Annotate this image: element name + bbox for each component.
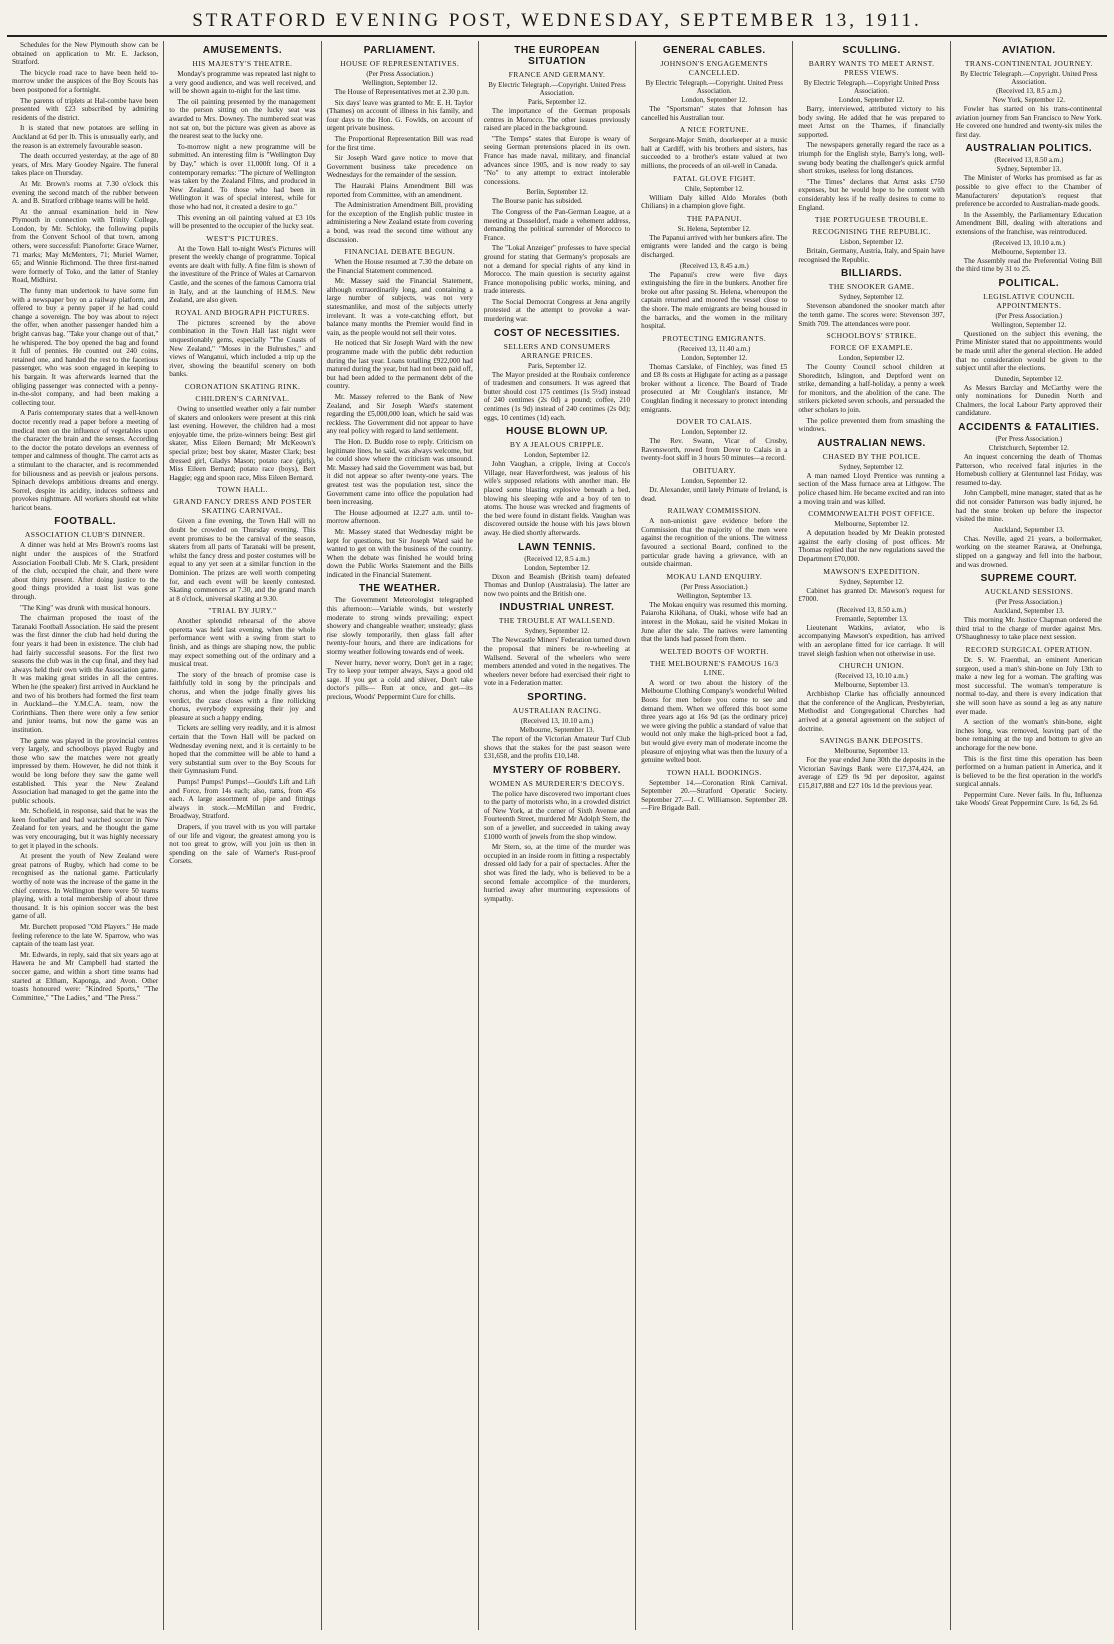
paragraph: This evening an oil painting valued at £3 10s will be presented to the occupier of the lucky seat. bbox=[169, 213, 316, 231]
paragraph: The police prevented them from smashing the windows. bbox=[798, 416, 945, 434]
paragraph: The death occurred yesterday, at the age of 80 years, of Mrs. Mary Goodey Ngaire. The funeral takes place on Thursday. bbox=[12, 152, 159, 178]
paragraph: At present the youth of New Zealand were great patrons of Rugby, which had come to be recognised as the national game. Particularly worthy of note was the increase of the game in the chief centres. In Wellington there were 50 teams playing, with a total membership of about three thousand. It is his opinion soccer was the best game of all. bbox=[12, 852, 159, 921]
dateline: New York, September 12. bbox=[992, 96, 1065, 104]
paragraph: Sergeant-Major Smith, doorkeeper at a music hall at Cardiff, with his brothers and sisters, has succeeded to a brother's estate valued at two millions, the proceeds of an oil-well in Canada. bbox=[641, 136, 788, 170]
paragraph: A dinner was held at Mrs Brown's rooms last night under the auspices of the Stratford Association Football Club. Mr S. Clark, president of the club, occupied the chair, and there were about thirty present. After doing justice to the good things provided a toast list was gone through. bbox=[12, 541, 159, 602]
paragraph: The Hauraki Plains Amendment Bill was reported from Committee, with an amendment. bbox=[326, 181, 473, 199]
paragraph: A word or two about the history of the Melbourne Clothing Company's wonderful Welted Boots for men before you come to see and demand them. When we offered this boot some three years ago at 16s 9d (as the ordinary price) we were giving the public a standard of value that would not only make the high-priced boot a fad, but would give every man of moderate income the pleasure of enjoying what was then the luxury of a genuine welted boot. bbox=[641, 678, 788, 765]
paragraph: The Mokau enquiry was resumed this morning. Paiaroha Kikihana, of Otaki, whose wife had an interest in the Mokau, said he visited Mokau in June after the sale. The natives were lamenting that the lands had passed from them. bbox=[641, 600, 788, 644]
subheading: WOMEN AS MURDERER'S DECOYS. bbox=[489, 778, 625, 788]
column-3 bbox=[322, 41, 479, 1630]
dateline: Sydney, September 13. bbox=[996, 165, 1062, 174]
paragraph: September 14.—Coronation Rink Carnival. September 20.—Stratford Operatic Society. September 27.—J. C. Williamson. September 28.—Fire Brigade Ball. bbox=[641, 778, 788, 813]
paragraph: The parents of triplets at Hal-combe have been presented with £23 subscribed by admiring residents of the district. bbox=[12, 96, 159, 122]
paragraph: The funny man undertook to have some fun with a newspaper boy on a railway platform, and offered to buy a penny paper if he had could change a sovereign. The boy was about to reject the offer, when another passenger handed him a bright canvas bag. "Take your change out of that," he whispered. The boy opened the bag and found it full of pennies. He counted out 240 coins, retained one, and handed the rest to the facetious passenger, who was soon engaged in keeping to his bargain. It was afterwards learned that the obliging passenger was connected with a penny-in-the-slot company, and had been making a collecting tour. bbox=[12, 287, 159, 407]
subheading: SCHOOLBOYS' STRIKE. bbox=[826, 331, 917, 341]
paragraph: Stevenson abandoned the snooker match after the tenth game. The scores were: Stevenson 397, Smith 709. The attendances were poor. bbox=[798, 302, 945, 328]
paragraph: The House of Representatives met at 2.30 p.m. bbox=[334, 88, 470, 96]
dateline: London, September 12. bbox=[838, 96, 905, 104]
paragraph: The chairman proposed the toast of the Taranaki Football Association. He said the present was the first dinner the club had held during the four years it had been in existence. The club had had fairly successful seasons. For the first two seasons the club was in the cup final, and they had always held their own with the Association game. It was making great strides in all the centres. When he (the speaker) first arrived in Auckland he and two of his brothers had formed the first team in Auckland—the Y.M.C.A. team, now the Corinthians. Then there were only a few senior and junior teams, but now the game was an institution. bbox=[12, 614, 159, 734]
dateline: Melbourne, September 13. bbox=[991, 247, 1067, 256]
column-1 bbox=[7, 41, 164, 1630]
dateline: Lisbon, September 12. bbox=[839, 238, 904, 247]
subheading: HOUSE OF REPRESENTATIVES. bbox=[340, 59, 460, 68]
paragraph: The Hon. D. Buddo rose to reply. Criticism on legitimate lines, he said, was always welcome, but he could show where the criticism was unsound. Mr. Massey had said the Government was bad, but it did not appear so after twenty-one years. The greatest test was the population test, since the Government came into office the population had been increasing. bbox=[326, 437, 473, 507]
subheading: MAWSON'S EXPEDITION. bbox=[823, 566, 920, 576]
subheading: PROTECTING EMIGRANTS. bbox=[662, 333, 767, 343]
dateline: By Electric Telegraph.—Copyright. United Press Association. bbox=[645, 79, 783, 95]
subheading: CHASED BY THE POLICE. bbox=[822, 451, 921, 461]
paragraph: Dr. Alexander, until lately Primate of Ireland, is dead. bbox=[641, 486, 788, 503]
subheading: AUCKLAND SESSIONS. bbox=[984, 587, 1074, 597]
paragraph: Britain, Germany, Austria, Italy, and Spain have recognised the Republic. bbox=[798, 247, 945, 264]
section-heading: SCULLING. bbox=[842, 45, 901, 56]
paragraph: John Vaughan, a cripple, living at Cocco's Village, near Haverfordwest, was jealous of his wife's supposed relations with another man. He placed some blasting explosive beneath a bed, blowing his sleeping wife and a boy of ten to atoms. The house was wrecked and fragments of the bed were found in distant fields. Vaughan was discovered outside the house with his jaws blown away. He died shortly afterwards. bbox=[483, 460, 631, 537]
subheading: FINANCIAL DEBATE BEGUN. bbox=[344, 247, 456, 257]
subheading: FORCE OF EXAMPLE. bbox=[830, 343, 913, 353]
paragraph: Six days' leave was granted to Mr. E. H. Taylor (Thames) on account of illness in his family, and four days to the Hon. G. Fowlds, on account of urgent private business. bbox=[326, 98, 473, 133]
section-heading: BILLIARDS. bbox=[840, 268, 903, 280]
paragraph: "The King" was drunk with musical honours. bbox=[20, 603, 151, 612]
paragraph: The Mayor presided at the Roubaix conference of tradesmen and consumers. It was agreed that butter should cost 175 centimes (1s 5½d) instead of 240 centimes (2s 0d) a pound; coffee, 210 centimes (1s 9d) instead of 240 centimes (2s 0d); eggs, 10 centimes (1d) each. bbox=[483, 370, 631, 422]
paragraph: Another splendid rehearsal of the above operetta was held last evening, when the whole performance went with a swing from start to finish, and as things are shaping now, the public may expect something out of the ordinary and a musical treat. bbox=[169, 617, 316, 669]
dateline: By Electric Telegraph.—Copyright. United Press Association. bbox=[488, 81, 626, 97]
paragraph: Mr. Massey stated that Wednesday might be kept for questions, but Sir Joseph Ward said he wanted to get on with the business of the country. When the debate was finished he would bring down the Public Works Statement and the Bills indicated in the Financial Statement. bbox=[326, 527, 473, 579]
section-heading: LAWN TENNIS. bbox=[518, 541, 596, 553]
section-heading: MYSTERY OF ROBBERY. bbox=[492, 764, 621, 776]
columns bbox=[7, 41, 1107, 1630]
dateline: Sydney, September 12. bbox=[839, 293, 904, 302]
paragraph: The game was played in the provincial centres very largely, and schoolboys played Rugby and those who saw the matches were not greatly impressed by them. However, he did not think it would be long before they saw the game well established. This year the New Zealand Association had managed to get the game into the public schools. bbox=[12, 736, 159, 805]
paragraph: At Mr. Brown's rooms at 7.30 o'clock this evening the second match of the rubber between A. and B. Stratford cribbage teams will be held. bbox=[12, 179, 159, 206]
section-heading: HOUSE BLOWN UP. bbox=[506, 426, 608, 438]
subheading: FATAL GLOVE FIGHT. bbox=[672, 173, 756, 183]
section-heading: THE WEATHER. bbox=[359, 583, 441, 595]
paragraph: In the Assembly, the Parliamentary Education Amendment Bill, dealing with alterations and extensions of the franchise, was reintroduced. bbox=[955, 210, 1102, 236]
paragraph: The report of the Victorian Amateur Turf Club shows that the stakes for the past season were £31,658, and the profits £10,148. bbox=[483, 734, 631, 761]
paragraph: This morning Mr. Justice Chapman ordered the third trial to the charge of murder against Mrs. O'Shaughnessy to take place next session. bbox=[955, 616, 1102, 642]
subheading: RAILWAY COMMISSION. bbox=[667, 506, 761, 516]
dateline: Melbourne, September 13. bbox=[519, 725, 595, 734]
dateline: (Per Press Association.) bbox=[995, 435, 1063, 444]
dateline: (Per Press Association.) bbox=[995, 598, 1063, 607]
subheading: ROYAL AND BIOGRAPH PICTURES. bbox=[175, 307, 310, 317]
dateline: Melbourne, September 13. bbox=[834, 747, 909, 756]
paragraph: The Congress of the Pan-German League, at a meeting at Dusseldorf, made a vehement address, demanding the political surrender of Morocco to France. bbox=[483, 207, 631, 242]
subheading: TOWN HALL. bbox=[217, 485, 268, 495]
dateline: (Per Press Association.) bbox=[366, 70, 434, 78]
subheading: COMMONWEALTH POST OFFICE. bbox=[808, 509, 935, 519]
section-heading: SUPREME COURT. bbox=[980, 573, 1078, 585]
dateline: Sydney, September 12. bbox=[839, 577, 904, 586]
dateline: By Electric Telegraph.—Copyright. United Press Association. bbox=[960, 70, 1098, 86]
section-heading: COST OF NECESSITIES. bbox=[493, 327, 621, 339]
paragraph: It is stated that new potatoes are selling in Auckland at 6d per lb. This is unusually early, and the reason is an extremely favourable season. bbox=[12, 124, 159, 150]
column-2 bbox=[164, 41, 321, 1630]
dateline: Sydney, September 12. bbox=[524, 627, 590, 636]
paragraph: The Rev. Swann, Vicar of Crosby, Ravensworth, rowed from Dover to Calais in a twenty-foot skiff in 3 hours 50 minutes—a record. bbox=[641, 437, 788, 463]
paragraph: The Assembly read the Preferential Voting Bill the third time by 31 to 25. bbox=[955, 256, 1102, 274]
paragraph: Tickets are selling very readily, and it is almost certain that the Town Hall will be packed on Wednesday evening next, and it is certainly to be hoped that the committee will be able to hand a very substantial sum over to the Boy Scouts for their Gymnasium Fund. bbox=[169, 724, 316, 776]
paragraph: William Daly killed Aldo Morales (both Chilians) in a champion glove fight. bbox=[641, 193, 788, 211]
paragraph: "The Times" declares that Arnst asks £750 expenses, but he would hope to be content with considerably less if he really desires to come to England. bbox=[798, 177, 945, 212]
paragraph: This is the first time this operation has been performed on a human patient in America, and it is believed to be the first operation in the world's surgical annals. bbox=[955, 754, 1102, 789]
section-heading: THE EUROPEAN SITUATION bbox=[514, 45, 600, 67]
column-6 bbox=[793, 41, 950, 1630]
subheading: JOHNSON'S ENGAGEMENTS CANCELLED. bbox=[660, 59, 768, 77]
paragraph: Questioned on the subject this evening, the Prime Minister stated that no appointments would be made until after the general election. He added that no consideration would be given to the subject until after the elections. bbox=[955, 329, 1102, 373]
subheading: THE PAPANUI. bbox=[686, 213, 742, 223]
subheading: GRAND FANCY DRESS AND POSTER SKATING CARNIVAL. bbox=[173, 497, 312, 516]
section-heading: ACCIDENTS & FATALITIES. bbox=[958, 422, 1100, 434]
paragraph: Mr. Burchett proposed "Old Players." He made feeling reference to the late W. Sparrow, who was captain of the team last year. bbox=[12, 923, 159, 949]
dateline: Melbourne, September 12. bbox=[834, 520, 909, 529]
paragraph: The Bourse panic has subsided. bbox=[491, 197, 583, 206]
paragraph: The newspapers generally regard the race as a triumph for the English style, Barry's long, well-swung body beating the challenger's quick armful short strokes, useless for long distances. bbox=[798, 141, 945, 176]
dateline: London, September 12. bbox=[681, 96, 748, 104]
paragraph: Never hurry, never worry, Don't get in a rage; Try to keep your temper always, Says a good old sage. If you get a cold and shiver, Don't take doctor's pills— Run at once, and get—its precious, Woods' Peppermint Cure for chills. bbox=[326, 658, 473, 701]
dateline: Melbourne, September 13. bbox=[834, 681, 909, 690]
paragraph: The Newcastle Miners' Federation turned down the proposal that miners be re-wheeling at Wallsend. Several of the wheelers who were members attended and voted in the negatives. The wheelers never before had exercised their right to vote in a Federation matter. bbox=[483, 636, 631, 688]
paragraph: The Papanui's crew were five days extinguishing the fire in the bunkers. Another fire broke out after passing St. Helena, whereupon the captain returned and moored the vessel close to the shore. The male emigrants are being housed in the barracks, and the women in the military hospital. bbox=[641, 270, 788, 331]
dateline: (Received 13, 8.50 a.m.) bbox=[994, 156, 1064, 165]
dateline: London, September 12. bbox=[681, 477, 748, 486]
paragraph: The "Lokal Anzeiger" professes to have special ground for stating that Germany's proposals are not a demand for special rights of any kind in Morocco. The main question is security against France monopolising public works, mining, and trade interests. bbox=[483, 244, 631, 296]
subheading: THE SNOOKER GAME. bbox=[828, 282, 915, 292]
section-heading: PARLIAMENT. bbox=[363, 45, 436, 56]
section-heading: AMUSEMENTS. bbox=[202, 45, 283, 56]
paragraph: Thomas Carslake, of Finchley, was fined £5 and £8 8s costs at Highgate for acting as a passage broker without a licence. The Board of Trade prosecuted at Mr Coughlan's instance, Mr Coughlan finding it necessary to protect intending emigrants. bbox=[641, 362, 788, 414]
subheading: THE TROUBLE AT WALLSEND. bbox=[498, 616, 616, 626]
subheading: BY A JEALOUS CRIPPLE. bbox=[509, 440, 605, 450]
paragraph: Pumps! Pumps! Pumps!—Gould's Lift and Lift and Force, from 14s each; also, rams, from 45s each. A large assortment of pipe and fittings always in stock.—McMillan and Fredric, Broadway, Stratford. bbox=[169, 777, 316, 821]
paragraph: Archbishop Clarke has officially announced that the conference of the Anglican, Presbyterian, Methodist and Congregational Churches had arrived at a general agreement on the subject of doctrine. bbox=[798, 690, 945, 733]
subheading: LEGISLATIVE COUNCIL APPOINTMENTS. bbox=[983, 291, 1075, 310]
paragraph: "The Temps" states that Europe is weary of seeing German pretensions placed in its own. France has made naval, military, and financial advances since 1905, and is now ready to say "No" to any attempt to extract intolerable concessions. bbox=[483, 134, 631, 186]
dateline: (Per Press Association.) bbox=[995, 311, 1063, 320]
paragraph: John Campbell, mine manager, stated that as he did not consider Patterson was badly injured, he had the stone broken up before the inspector visited the mine. bbox=[955, 489, 1102, 524]
dateline: (Received 13, 10.10 a.m.) bbox=[835, 672, 908, 681]
paragraph: Mr. Edwards, in reply, said that six years ago at Hawera he and Mr Campbell had started the soccer game, and within a short time teams had started at Eltham, Kaponga, and Avon. Other toasts honoured were: "Kindred Sports," "The Committee," "The Ladies," and "The Press." bbox=[12, 950, 159, 1002]
paragraph: The Administration Amendment Bill, providing for the exception of the English public trustee in administering a New Zealand estate from covering a bond, was read the second time without any discussion. bbox=[326, 201, 473, 244]
dateline: London, September 12. bbox=[681, 428, 748, 437]
paragraph: At the annual examination held in New Plymouth in connection with Trinity College, London, by Mr. Schloky, the following pupils from the Convent School of that town, among others, were successful: Pianoforte: Grace Warner, 71 marks; May McMenters, 71; Muriel Warner, 65; and Winnie Richmond. The three first-named were formerly of Toko, and the latter of Stanley Road, Midhirst. bbox=[12, 207, 159, 285]
subheading: WEST'S PICTURES. bbox=[206, 233, 279, 243]
subheading: THE PORTUGUESE TROUBLE. bbox=[814, 215, 929, 225]
paragraph: The importance of the German proposals centres in Morocco. The other issues previously raised are placed in the background. bbox=[483, 107, 631, 133]
paragraph: Sir Joseph Ward gave notice to move that Government business take precedence on Wednesdays for the remainder of the session. bbox=[326, 154, 473, 180]
dateline: (Per Press Association.) bbox=[680, 582, 748, 591]
paragraph: The Papanui arrived with her bunkers afire. The emigrants were landed and the cargo is being discharged. bbox=[641, 233, 788, 259]
paragraph: The police have discovered two important clues to the party of motorists who, in a crowded district of New York, at the corner of Sixth Avenue and Fourteenth Street, murdered Mr Adolph Stern, the son of a jeweller, and succeeded in taking away £1000 worth of jewels from the shop window. bbox=[483, 789, 631, 841]
dateline: (Received 13, 10.10 a.m.) bbox=[992, 238, 1066, 247]
paragraph: At the Town Hall to-night West's Pictures will present the weekly change of programme. Topical events are dealt with fully. A fine film is shown of the investiture of the Prince of Wales at Carnarvon Castle, and the scenes of the famous Camorra trial in Italy, and at the launching of H.M.S. New Zealand, are also given. bbox=[169, 244, 316, 305]
paragraph: Fowler has started on his trans-continental aviation journey from San Francisco to New York. He covered one hundred and twenty-six miles the first day. bbox=[955, 105, 1102, 139]
subheading: DOVER TO CALAIS. bbox=[676, 417, 753, 427]
section-heading: POLITICAL. bbox=[998, 277, 1060, 289]
paragraph: Mr. Massey referred to the Bank of New Zealand, and Sir Joseph Ward's statement regarding the £5,000,000 loan, which he said was reckless. The Government did not appear to have any real policy with regard to land settlement. bbox=[326, 393, 473, 436]
subheading: RECOGNISING THE REPUBLIC. bbox=[812, 227, 931, 237]
paragraph: A deputation headed by Mr Deakin protested against the early closing of post offices. Mr Thomas replied that the new regulations saved the Department £70,000. bbox=[798, 529, 945, 563]
dateline: Paris, September 12. bbox=[528, 361, 586, 370]
paragraph: The oil painting presented by the management to the person sitting on the lucky seat was awarded to Mrs. Downey. The numbered seat was not sat on, but the picture was given as above as the nearest seat to the lucky one. bbox=[169, 97, 316, 141]
dateline: Chile, September 12. bbox=[684, 184, 744, 193]
dateline: St. Helena, September 12. bbox=[677, 224, 751, 233]
paragraph: The County Council school children at Shoreditch, Islington, and Deptford went on strike, demanding a half-holiday, a penny a week for monitors, and the abolition of the cane. The strikers picketed seven schools, and persuaded the other scholars to join. bbox=[798, 363, 945, 415]
dateline: London, September 12. bbox=[838, 354, 905, 363]
paragraph: When the House resumed at 7.30 the debate on the Financial Statement commenced. bbox=[326, 258, 473, 275]
paragraph: He noticed that Sir Joseph Ward with the new programme made with the public debt reduction during the last year. Loans totalling £922,000 had matured during the year, but had not been paid off, but had been added to the permanent debt of the country. bbox=[326, 339, 473, 391]
dateline: Wellington, September 12. bbox=[991, 320, 1067, 329]
subheading: ASSOCIATION CLUB'S DINNER. bbox=[24, 530, 146, 540]
subheading: BARRY WANTS TO MEET ARNST. PRESS VIEWS. bbox=[808, 59, 935, 77]
newspaper-page bbox=[7, 7, 1107, 1630]
paragraph: Barry, interviewed, attributed victory to his body swing. He added that he was prepared to meet Arnst on the Thames, if financially supported. bbox=[798, 105, 945, 139]
dateline: Auckland, September 13. bbox=[993, 607, 1065, 616]
dateline: Sydney, September 12. bbox=[839, 462, 904, 471]
dateline: (Received 13, 10.10 a.m.) bbox=[520, 716, 594, 725]
dateline: (Received 13, 8.50 a.m.) bbox=[837, 605, 907, 614]
dateline: London, September 12. bbox=[524, 563, 590, 572]
paragraph: Chas. Neville, aged 21 years, a boilermaker, working on the steamer Rarawa, at Onehunga, slipped on a gangway and fell into the harbour, and was drowned. bbox=[955, 534, 1102, 569]
paragraph: Peppermint Cure. Never fails. In flu, Influenza take Woods' Great Peppermint Cure. 1s 6d, 2s 6d. bbox=[955, 790, 1102, 808]
paragraph: The House adjourned at 12.27 a.m. until to-morrow afternoon. bbox=[326, 508, 473, 526]
subheading: OBITUARY. bbox=[692, 466, 736, 476]
paragraph: For the year ended June 30th the deposits in the Victorian Savings Bank were £17,374,424, an average of £29 0s 9d per depositor, against £15,817,888 and £27 10s 1d the previous year. bbox=[798, 756, 945, 790]
paragraph: An inquest concerning the death of Thomas Patterson, who received fatal injuries in the Homebush colliery at Glentunnel last Friday, was resumed to-day. bbox=[955, 453, 1102, 487]
paragraph: The Government Meteorologist telegraphed this afternoon:—Variable winds, but westerly moderate to strong winds prevailing; expect showery and changeable weather; unsteady; glass rise slowly temporarily, then glass fall after twenty-four hours, and there are indications for stormy weather following towards end of week. bbox=[326, 596, 473, 657]
dateline: Auckland, September 13. bbox=[993, 525, 1065, 534]
subheading: THE MELBOURNE'S FAMOUS 16/3 LINE. bbox=[649, 658, 779, 677]
paragraph: Monday's programme was repeated last night to a very good audience, and was well received, and will be shown again to-night for the last time. bbox=[169, 70, 316, 96]
paragraph: The Proportional Representation Bill was read for the first time. bbox=[326, 134, 473, 152]
dateline: Berlin, September 12. bbox=[526, 188, 588, 197]
subheading: RECORD SURGICAL OPERATION. bbox=[965, 644, 1093, 654]
dateline: (Received 13, 11.40 a.m.) bbox=[678, 344, 751, 353]
paragraph: Owing to unsettled weather only a fair number of skaters and onlookers were present at this rink last evening. However, the children had a most enjoyable time, the prize-winners being: Best girl skater, Miss Eileen Bernard; Mr McKeown's special prize; best boy skater, Master Clark; best dressed girl, Gladys Mason; potato race (girls), Miss Eileen Bernard; potato race (boys), Bert Haggie; egg and spoon race, Miss Eileen Bernard. bbox=[169, 405, 316, 482]
paragraph: Drapers, if you travel with us you will partake of our life and vigour, the greatest among you is not too great to grow, will you join us then in spending on the sale of Warner's Rust-proof Corsets. bbox=[169, 822, 316, 866]
dateline: Paris, September 12. bbox=[528, 98, 586, 106]
paragraph: Given a fine evening, the Town Hall will no doubt be crowded on Thursday evening. This event promises to be the carnival of the season, skaters from all parts of Taranaki will be present, whilst the fancy dress and poster costumes will be equal to any yet seen at a similar function in the Dominion. The prizes are well worth competing for, and each event will be keenly contested. Skating commences at 7.30, and the grand march at 8 o'clock, universal skating at 9.30. bbox=[169, 517, 316, 603]
dateline: (Received 13, 8.5 a.m.) bbox=[996, 87, 1062, 95]
paragraph: The pictures screened by the above combination in the Town Hall last night were unquestionably gems, especially "The Coasts of New Zealand," "Moses in the Bulrushes," and views of Wanganui, which included a trip up the river, showing the beautiful scenery on both banks. bbox=[169, 318, 316, 379]
section-heading: AUSTRALIAN NEWS. bbox=[817, 437, 926, 449]
dateline: (Received 13, 8.45 a.m.) bbox=[679, 261, 749, 270]
paragraph: The Minister of Works has promised as far as possible to give effect to the Chamber of Manufacturers' deputation's request that preference be accorded to Australian-made goods. bbox=[955, 174, 1102, 209]
subheading: FRANCE AND GERMANY. bbox=[508, 70, 606, 79]
paragraph: Dixon and Beamish (British team) defeated Thomas and Dunlop (Australasia). The latter are now two points and the British one. bbox=[483, 572, 631, 598]
section-heading: GENERAL CABLES. bbox=[662, 45, 766, 56]
paragraph: Cabinet has granted Dr. Mawson's request for £7000. bbox=[798, 586, 945, 604]
subheading: CORONATION SKATING RINK. bbox=[184, 382, 301, 391]
dateline: Wellington, September 12. bbox=[362, 79, 438, 87]
paragraph: The story of the breach of promise case is faithfully told in song by the principals and chorus, and when the judge finally gives his verdict, the case closes with a fine rollicking chorus, everybody expressing their joy and pleasure at such a happy ending. bbox=[169, 670, 316, 722]
section-heading: SPORTING. bbox=[527, 691, 587, 703]
section-heading: INDUSTRIAL UNREST. bbox=[499, 602, 615, 614]
subheading: HIS MAJESTY'S THEATRE. bbox=[192, 59, 293, 68]
paragraph: A section of the woman's shin-bone, eight inches long, was removed, leaving part of the bone remaining at the top and bottom to give an anchorage for the new bone. bbox=[955, 718, 1102, 752]
dateline: By Electric Telegraph.—Copyright United Press Association. bbox=[803, 79, 940, 95]
section-heading: FOOTBALL. bbox=[54, 516, 116, 528]
paragraph: Mr. Massey said the Financial Statement, although extraordinarily long, and containing a large number of subjects, was not very statesmanlike, and most of the subjects utterly irrelevant. It was a vote-catching effort, but balance many months the Premier would find in vain, as the people would not sell their votes. bbox=[326, 277, 473, 337]
subheading: TRANS-CONTINENTAL JOURNEY. bbox=[964, 59, 1093, 68]
dateline: Christchurch, September 12. bbox=[988, 444, 1069, 453]
subheading: CHURCH UNION. bbox=[838, 661, 905, 671]
section-heading: AUSTRALIAN POLITICS. bbox=[965, 143, 1093, 155]
paragraph: The bicycle road race to have been held to-morrow under the auspices of the Boy Scouts has been postponed for a fortnight. bbox=[12, 68, 159, 94]
subheading: AUSTRALIAN RACING. bbox=[512, 705, 602, 715]
subheading: MOKAU LAND ENQUIRY. bbox=[666, 571, 763, 581]
dateline: London, September 12. bbox=[524, 451, 590, 460]
paragraph: A non-unionist gave evidence before the Commission that the majority of the men were against the recognition of the unions. The witness favoured a sectional Board, confined to the particular grade having a grievance, with an outside chairman. bbox=[641, 517, 788, 569]
paragraph: Schedules for the New Plymouth show can be obtained on application to Mr. E. Jackson, Stratford. bbox=[12, 41, 159, 67]
paragraph: The "Sportsman" states that Johnson has cancelled his Australian tour. bbox=[641, 105, 788, 122]
subheading: A NICE FORTUNE. bbox=[679, 125, 749, 135]
masthead: STRATFORD EVENING POST, WEDNESDAY, SEPTEMBER 13, 1911. bbox=[7, 7, 1107, 37]
dateline: Wellington, September 13. bbox=[676, 591, 752, 600]
paragraph: To-morrow night a new programme will be submitted. An interesting film is "Wellington Day by Day," which is over 11,000ft long. Of it a contemporary remarks: "The picture of Wellington was taken by the Zealand Films, and produced in New Zealand. To those who had been in Wellington it was of special interest, while for those who had not, it created a desire to go." bbox=[169, 142, 316, 211]
subheading: CHILDREN'S CARNIVAL. bbox=[195, 394, 290, 403]
dateline: London, September 12. bbox=[681, 353, 748, 362]
subheading: TOWN HALL BOOKINGS. bbox=[666, 767, 762, 777]
paragraph: The Social Democrat Congress at Jena angrily protested at the attempt to provoke a war-murdering war. bbox=[483, 297, 631, 324]
column-4 bbox=[479, 41, 636, 1630]
section-heading: AVIATION. bbox=[1002, 45, 1056, 56]
paragraph: As Messrs Barclay and McCarthy were the only nominations for Dunedin North and Chalmers, the local Labour Party approved their candidature. bbox=[955, 383, 1102, 418]
paragraph: A man named Lloyd Prentice was running a section of the Mass furnace area at Lithgow. The police chased him. He became excited and ran into a moving train and was killed. bbox=[798, 471, 945, 506]
column-5 bbox=[636, 41, 793, 1630]
paragraph: Dr. S. W. Fraenthal, an eminent American surgeon, used a man's shin-bone on July 13th to make a new leg for a woman. The grafting was most successful. The woman's temperature is normal to-day, and there is every indication that she will soon have as sound a leg as any nature ever made. bbox=[955, 655, 1102, 716]
paragraph: Lieutenant Watkins, aviator, who is accompanying Mawson's expedition, has arrived with an aeroplane fitted for ice carriage. It will travel sleigh fashion when not otherwise in use. bbox=[798, 623, 945, 658]
dateline: (Received 12, 8.5 a.m.) bbox=[524, 554, 590, 563]
paragraph: Mr. Schofield, in response, said that he was the keen footballer and had watched soccer in New Zealand for ten years, and he thought the game was very encouraging, but it was highly necessary to get it played in the schools. bbox=[12, 807, 159, 850]
dateline: Fremantle, September 13. bbox=[835, 614, 908, 623]
subheading: SELLERS AND CONSUMERS ARRANGE PRICES. bbox=[503, 341, 611, 360]
paragraph: A Paris contemporary states that a well-known doctor recently read a paper before a meeting of medical men on the influence of vegetables upon the character the brain and the senses. According to the doctor the potato develops an evenness of temper and calmness of thought. The carrot acts as a stimulant to the character, and is recommended for biliousness and as peevish or jealous persons. Spinach develops ambitious dreams and energy. Sorrel, despite its acidity, induces softness and provokes nightmare. All workers should eat white haricot beans. bbox=[12, 409, 159, 512]
subheading: WELTED BOOTS OF WORTH. bbox=[659, 646, 769, 656]
dateline: Dunedin, September 12. bbox=[994, 374, 1063, 383]
subheading: SAVINGS BANK DEPOSITS. bbox=[819, 736, 924, 746]
subheading: "TRIAL BY JURY." bbox=[208, 606, 277, 616]
paragraph: Mr Stern, so, at the time of the murder was occupied in an inside room in fitting a respectably dressed old lady for a pair of spectacles. After the shot was fired the lady, who is believed to be a second female accomplice of the murderers, hurried away after murmuring expressions of sympathy. bbox=[483, 843, 631, 903]
column-7 bbox=[951, 41, 1107, 1630]
